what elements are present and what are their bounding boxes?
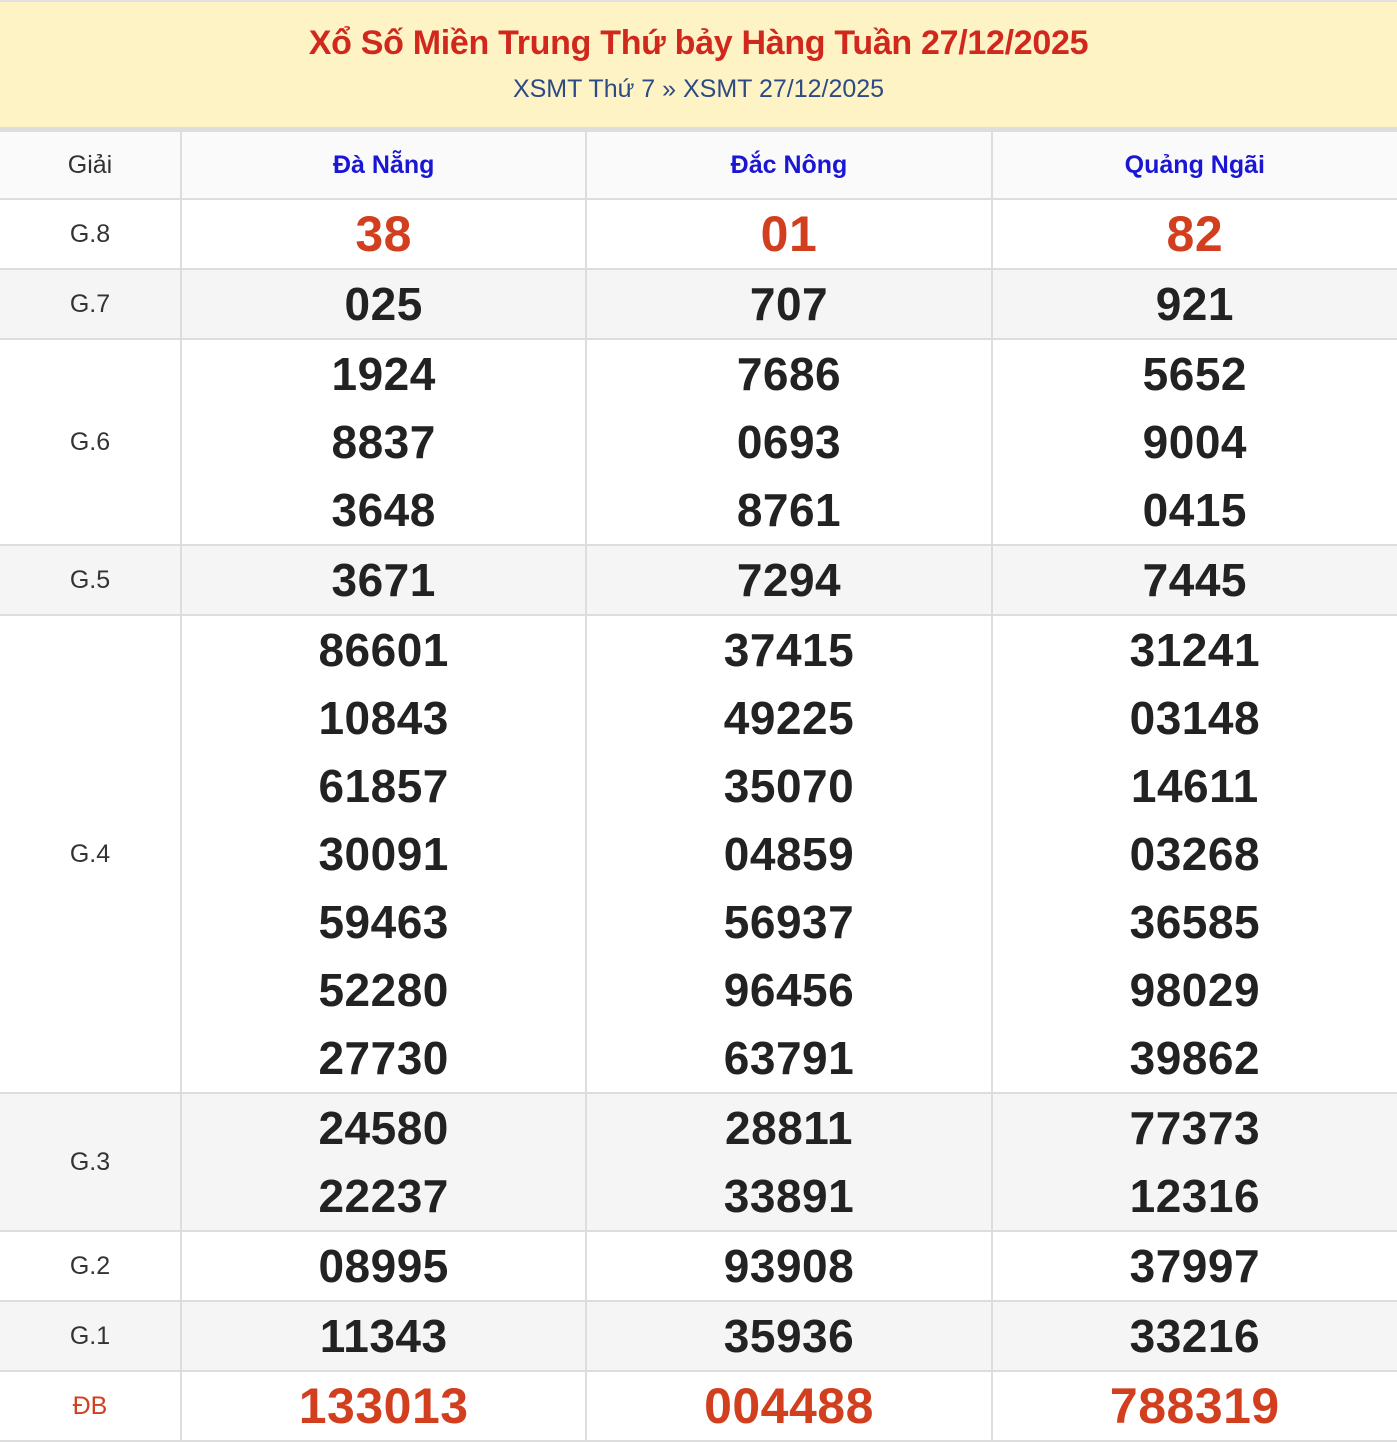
breadcrumb-link-xsmt-thu-7[interactable]: XSMT Thứ 7 — [512, 75, 656, 103]
winning-number: 93908 — [723, 1240, 855, 1292]
prize-label: G.1 — [0, 1301, 181, 1371]
result-cell — [586, 1371, 991, 1441]
winning-number: 004488 — [704, 1378, 874, 1434]
winning-number: 0693 — [736, 416, 842, 468]
winning-number: 10843 — [318, 692, 449, 744]
winning-number: 7686 — [736, 348, 842, 400]
result-cell — [992, 545, 1397, 615]
province-header-quang-ngai[interactable]: Quảng Ngãi — [992, 131, 1397, 199]
result-cell — [586, 1231, 991, 1301]
winning-number: 39862 — [1129, 1032, 1261, 1084]
prize-row — [0, 615, 1397, 1093]
prize-row — [0, 545, 1397, 615]
winning-number: 28811 — [725, 1102, 853, 1154]
winning-number: 77373 — [1129, 1102, 1261, 1154]
result-cell — [992, 199, 1397, 269]
winning-number: 12316 — [1129, 1170, 1261, 1222]
prize-label: G.6 — [0, 339, 181, 545]
winning-number: 025 — [344, 278, 423, 330]
winning-number: 86601 — [318, 624, 449, 676]
winning-number: 5652 — [1142, 348, 1247, 400]
prize-column-header: Giải — [0, 131, 181, 199]
result-cell — [181, 615, 586, 1093]
winning-number: 35070 — [723, 760, 855, 812]
prize-row — [0, 1093, 1397, 1231]
result-cell — [181, 1371, 586, 1441]
result-cell — [992, 1371, 1397, 1441]
prize-row — [0, 1301, 1397, 1371]
winning-number: 96456 — [723, 964, 855, 1016]
winning-number: 31241 — [1129, 624, 1261, 676]
winning-number: 98029 — [1129, 964, 1261, 1016]
result-cell — [586, 339, 991, 545]
winning-number: 08995 — [318, 1240, 449, 1292]
winning-number: 56937 — [723, 896, 855, 948]
results-table — [0, 130, 1397, 1442]
prize-label: G.3 — [0, 1093, 181, 1231]
winning-number: 04859 — [723, 828, 855, 880]
breadcrumb — [0, 75, 1397, 104]
breadcrumb-separator: » — [662, 75, 677, 103]
winning-number: 788319 — [1109, 1378, 1280, 1434]
province-header-dac-nong[interactable]: Đắc Nông — [586, 131, 991, 199]
result-cell — [586, 1301, 991, 1371]
result-cell — [586, 545, 991, 615]
result-cell — [181, 1231, 586, 1301]
winning-number: 11343 — [319, 1310, 448, 1362]
winning-number: 707 — [749, 278, 829, 330]
winning-number: 59463 — [318, 896, 449, 948]
result-cell — [586, 615, 991, 1093]
result-cell — [586, 1093, 991, 1231]
page-title: Xổ Số Miền Trung Thứ bảy Hàng Tuần 27/12/2025 — [308, 24, 1089, 62]
winning-number: 01 — [760, 206, 818, 262]
winning-number: 8761 — [736, 484, 842, 536]
result-cell — [992, 1093, 1397, 1231]
winning-number: 133013 — [298, 1378, 469, 1434]
prize-label: G.7 — [0, 269, 181, 339]
result-cell — [992, 269, 1397, 339]
prize-label: G.5 — [0, 545, 181, 615]
province-header-da-nang[interactable]: Đà Nẵng — [181, 131, 586, 199]
winning-number: 33891 — [723, 1170, 855, 1222]
winning-number: 8837 — [331, 416, 436, 468]
prize-label: G.4 — [0, 615, 181, 1093]
winning-number: 61857 — [318, 760, 449, 812]
winning-number: 1924 — [331, 348, 436, 400]
prize-row — [0, 1371, 1397, 1441]
winning-number: 921 — [1155, 278, 1234, 330]
winning-number: 52280 — [318, 964, 449, 1016]
prize-label: ĐB — [0, 1371, 181, 1441]
result-cell — [181, 339, 586, 545]
prize-label: G.2 — [0, 1231, 181, 1301]
prize-row — [0, 1231, 1397, 1301]
result-cell — [181, 199, 586, 269]
result-cell — [992, 615, 1397, 1093]
winning-number: 37997 — [1129, 1240, 1261, 1292]
winning-number: 38 — [355, 206, 412, 262]
winning-number: 03268 — [1129, 828, 1261, 880]
winning-number: 37415 — [723, 624, 855, 676]
winning-number: 3671 — [331, 554, 436, 606]
winning-number: 63791 — [723, 1032, 855, 1084]
winning-number: 33216 — [1129, 1310, 1261, 1362]
result-cell — [992, 1231, 1397, 1301]
winning-number: 30091 — [318, 828, 449, 880]
result-cell — [586, 269, 991, 339]
winning-number: 82 — [1166, 206, 1224, 262]
prize-row — [0, 199, 1397, 269]
prize-row — [0, 269, 1397, 339]
winning-number: 35936 — [723, 1310, 855, 1362]
result-cell — [992, 1301, 1397, 1371]
result-cell — [586, 199, 991, 269]
winning-number: 9004 — [1142, 416, 1247, 468]
table-header-row — [0, 131, 1397, 199]
breadcrumb-link-xsmt-date[interactable]: XSMT 27/12/2025 — [683, 75, 885, 103]
winning-number: 3648 — [331, 484, 436, 536]
prize-label: G.8 — [0, 199, 181, 269]
prize-row — [0, 339, 1397, 545]
result-cell — [181, 1093, 586, 1231]
winning-number: 7445 — [1142, 554, 1247, 606]
winning-number: 03148 — [1129, 692, 1261, 744]
winning-number: 36585 — [1129, 896, 1261, 948]
winning-number: 49225 — [723, 692, 855, 744]
winning-number: 22237 — [318, 1170, 449, 1222]
results-header — [0, 2, 1397, 130]
winning-number: 0415 — [1142, 484, 1247, 536]
result-cell — [181, 545, 586, 615]
result-cell — [181, 1301, 586, 1371]
winning-number: 24580 — [318, 1102, 449, 1154]
result-cell — [181, 269, 586, 339]
winning-number: 7294 — [736, 554, 842, 606]
winning-number: 14611 — [1130, 760, 1259, 812]
winning-number: 27730 — [318, 1032, 449, 1084]
result-cell — [992, 339, 1397, 545]
